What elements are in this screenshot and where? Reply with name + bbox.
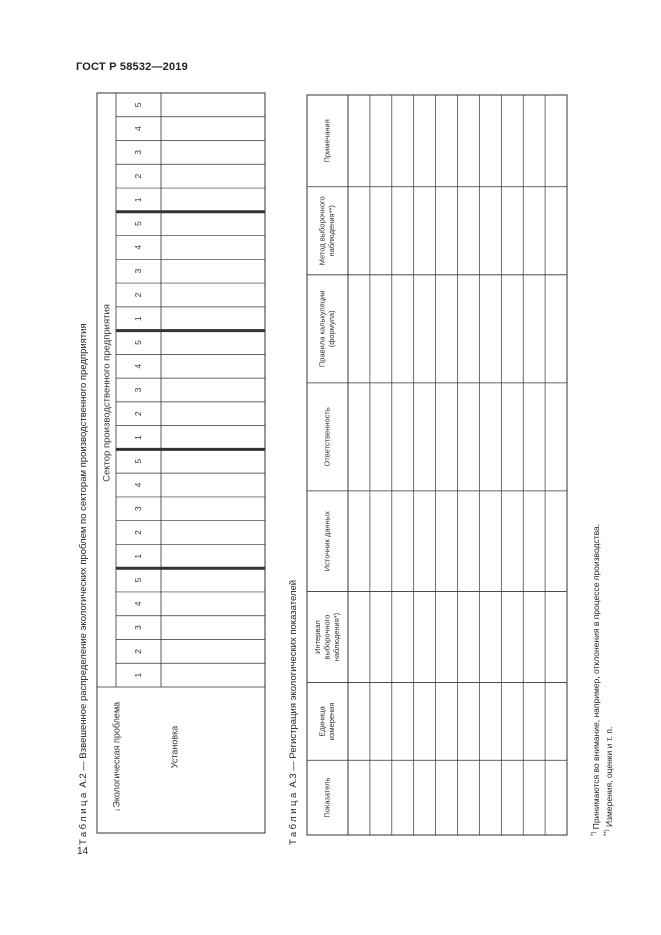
table-a3-caption-label: Таблица bbox=[288, 790, 299, 845]
table-a2-sub-column-number: 1 bbox=[132, 316, 143, 322]
table-a3-border bbox=[307, 95, 567, 835]
table-a3-column-header: наблюдения*) bbox=[331, 612, 341, 662]
table-a2-caption-text: — Взвешенное распределение экологических проблем по секторам производственного предприятия bbox=[78, 323, 89, 771]
footnote-2-mark: **) bbox=[604, 829, 611, 836]
table-a2-sub-column-number: 4 bbox=[132, 482, 143, 488]
table-a2-caption bbox=[78, 323, 89, 845]
table-a2-border bbox=[97, 93, 265, 833]
table-a2-sub-column-number: 4 bbox=[132, 126, 143, 132]
table-a3-column-header: выборочного bbox=[322, 614, 332, 660]
table-a2-sub-column-number: 5 bbox=[132, 221, 143, 227]
table-a2-sub-column-number: 2 bbox=[132, 648, 143, 654]
table-a3-column-header: измерения bbox=[327, 702, 337, 741]
table-a2-sub-column-number: 2 bbox=[132, 173, 143, 179]
table-a3-caption-number: А.3 bbox=[288, 773, 299, 788]
footnote-1 bbox=[591, 524, 601, 836]
table-a2-sub-column-number: 1 bbox=[132, 197, 143, 203]
table-a2-sub-column-number: 3 bbox=[132, 625, 143, 630]
table-a2-sub-column-number: 4 bbox=[132, 363, 143, 369]
table-a2-sub-column-number: 3 bbox=[132, 387, 143, 393]
table-a3-column-header: наблюдения**) bbox=[327, 205, 337, 257]
table-a3-column-header: Источник данных bbox=[322, 511, 332, 572]
table-a2-sub-column-number: 5 bbox=[132, 577, 143, 583]
table-a2-sub-column-number: 3 bbox=[132, 150, 143, 155]
document-header: ГОСТ Р 58532—2019 bbox=[76, 61, 188, 73]
table-a3-caption bbox=[288, 580, 299, 845]
table-a3-column-header: Показатель bbox=[322, 777, 332, 818]
table-a3-column-header: Правила калькуляции bbox=[317, 290, 327, 368]
table-a3-caption-text: — Регистрация экологических показателей bbox=[288, 579, 299, 771]
table-a3-column-header: Примечания bbox=[322, 119, 332, 163]
table-a2-sub-column-number: 1 bbox=[132, 553, 143, 559]
table-a2-sub-column-number: 4 bbox=[132, 245, 143, 250]
table-a2-sub-column-number: 5 bbox=[132, 102, 143, 108]
table-a3 bbox=[306, 94, 568, 836]
table-a2-sub-column-number: 4 bbox=[132, 601, 143, 607]
footnote-2 bbox=[604, 727, 614, 836]
table-a2-group-header: Сектор производственного предприятия bbox=[101, 304, 113, 482]
table-a2-sub-column-number: 2 bbox=[132, 411, 143, 417]
table-a2-sub-column-number: 1 bbox=[132, 672, 143, 678]
table-a2-sub-column-number: 2 bbox=[132, 292, 143, 298]
table-a2-sub-column-number: 5 bbox=[132, 340, 143, 345]
table-a3-column-header: Единица bbox=[317, 706, 327, 737]
table-a2 bbox=[96, 92, 266, 834]
table-a2-sub-column-number: 3 bbox=[132, 268, 143, 274]
table-a3-column-header: Метод выборочного bbox=[317, 196, 327, 266]
table-a2-sub-column-number: 3 bbox=[132, 506, 143, 512]
table-a3-column-header: Ответственность bbox=[322, 407, 332, 467]
table-a3-column-header: Интервал bbox=[312, 620, 322, 654]
table-a2-caption-number: А.2 bbox=[78, 773, 89, 788]
table-a2-sub-column-number: 1 bbox=[132, 435, 143, 440]
table-a2-sub-column-number: 2 bbox=[132, 530, 143, 535]
table-a2-caption-label: Таблица bbox=[78, 790, 89, 845]
table-a2-corner-label: ↓Экологическая проблема bbox=[111, 701, 122, 813]
footnote-1-text: Принимаются во внимание, например, отклонения в процессе производства. bbox=[591, 523, 601, 830]
footnote-2-text: Измерения, оценки и т. п. bbox=[604, 726, 614, 827]
table-a3-column-header: (формула) bbox=[327, 310, 337, 348]
table-a2-row-label: Установка bbox=[169, 725, 180, 769]
page-number: 14 bbox=[77, 846, 89, 857]
table-a2-sub-column-number: 5 bbox=[132, 458, 143, 464]
footnote-1-mark: *) bbox=[591, 831, 598, 836]
